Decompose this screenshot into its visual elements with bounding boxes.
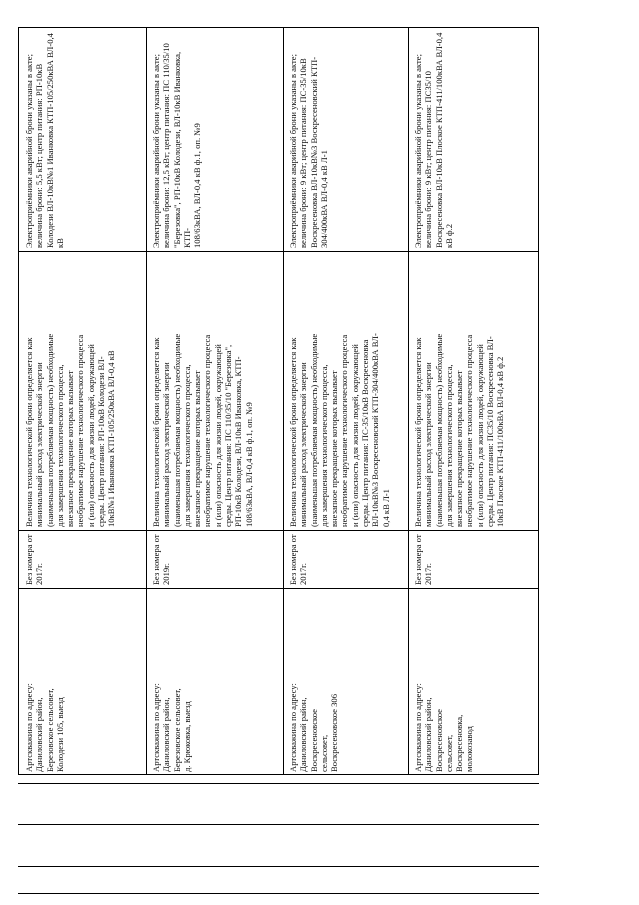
blank-rule — [18, 893, 539, 894]
row1-notes: Электроприёмники аварийной брони указаны в акте; величина брони: 5,5 кВт; центр питания: РП-10кВ Колодези ВЛ-10кВ№1 Иванковка КТП-105/250кВА ВЛ-0,4 кВ — [24, 33, 65, 248]
row3-grounds: Величина технологической брони определяется как минимальный расход электрической энергии (наименьшая потребляемая мощность) необходимые для завершения технологического процесса, внезапное прекращение которых вызывает необратимое нарушение технологического процесса и (или) опасность для жизни людей, окружающей среды. Центр питания: ПС-35/10кВ Воскресеновка ВЛ-10кВ№3 Воскресеновский КТП-304/400кВА ВЛ- 0,4 кВ Л-1 — [288, 333, 391, 527]
row4-notes: Электроприёмники аварийной брони указаны в акте; величина брони: 9 кВт; центр питания: ПС35/10 Воскресеновка ВЛ-10кВ Плоское КТП-411/100кВА ВЛ-0,4 кВ ф.2 — [413, 32, 454, 248]
row2-notes: Электроприёмники аварийной брони указаны в акте; величина брони: 12,5 кВт; центр питания: ПС 110/35/10 "Березовка", РП-10кВ Колодези, ВЛ-10кВ Иванковка, КТП- 108/63кВА, ВЛ-0,4 кВ ф.1, оп. №9 — [151, 43, 203, 248]
column-divider — [18, 251, 539, 252]
row2-subject: Артскважина по адресу: Даниловский район, Березовское сельсовет, д. Крюковка, выезд — [151, 683, 192, 772]
row-divider — [283, 27, 284, 775]
row1-grounds: Величина технологической брони определяется как минимальный расход электрической энергии (наименьшая потребляемая мощность) необходимые для завершения технологического процесса, внезапное прекращение которых вызывает необратимое нарушение технологического процесса и (или) опасность для жизни людей, окружающей среды. Центр питания: РП-10кВ Колодези ВЛ- 10кВ№1 Иванковка КТП-105/250кВА ВЛ-0,4 кВ — [24, 333, 117, 527]
row4-subject: Артскважина по адресу: Даниловский район, Воскресеновское сельсовет, Воскресеновка, молокозавод — [413, 683, 475, 772]
row3-subject: Артскважина по адресу: Даниловский район, Воскресеновское сельсовет, Воскресеновское 306 — [288, 683, 340, 772]
row3-notes: Электроприёмники аварийной брони указаны в акте; величина брони: 9 кВт; центр питания: ПС-35/10кВ Воскресеновка ВЛ-10кВ№3 Воскресеновский КТП- 304/400кВА ВЛ-0,4 кВ Л-1 — [288, 54, 329, 248]
blank-rule — [18, 824, 539, 825]
row4-document: Без номера от 2017г. — [413, 534, 434, 585]
row4-grounds: Величина технологической брони определяется как минимальный расход электрической энергии (наименьшая потребляемая мощность) необходимые для завершения технологического процесса, внезапное прекращение которых вызывает необратимое нарушение технологического процесса и (или) опасность для жизни людей, окружающей среды. Центр питания: ПС35/10 Воскресеновка ВЛ- 10кВ Плоское КТП-411/100кВА ВЛ-0,4 кВ ф.2 — [413, 333, 506, 527]
row1-subject: Артскважина по адресу: Даниловский район, Березовское сельсовет, Колодези 105, выезд — [24, 683, 65, 772]
row2-grounds: Величина технологической брони определяется как минимальный расход электрической энергии (наименьшая потребляемая мощность) необходимые для завершения технологического процесса, внезапное прекращение которых вызывает необратимое нарушение технологического процесса и (или) опасность для жизни людей, окружающей среды. Центр питания: ПС 110/35/10 "Березовка", РП-10кВ Колодези, ВЛ-10кВ Иванковка, КТП- 108/63кВА, ВЛ-0,4 кВ ф.1, оп. №9 — [151, 333, 254, 527]
column-divider — [18, 588, 539, 589]
row3-document: Без номера от 2017г. — [288, 534, 309, 585]
row-divider — [408, 27, 409, 775]
row-divider — [146, 27, 147, 775]
row1-document: Без номера от 2017г. — [24, 534, 45, 585]
blank-rule — [18, 783, 539, 784]
blank-rule — [18, 866, 539, 867]
row2-document: Без номера от 2019г. — [151, 534, 172, 585]
